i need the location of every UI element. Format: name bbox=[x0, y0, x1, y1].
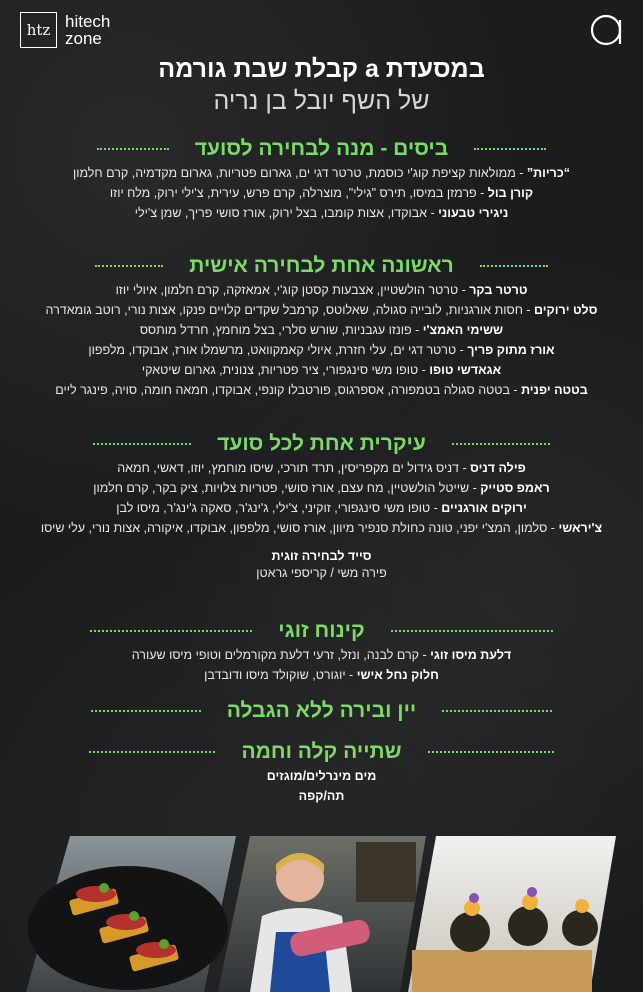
menu-item: ששימי האמצ'י - פונזו עגבניות, שורש סלרי, בצל מוחמץ, חרדל מותסס bbox=[139, 323, 504, 337]
menu-item: ירוקים אורגניים - טופו משי סינגפורי, זוקיני, צ'ילי, ג'ינג'ר, סאקה ג'ינג'ר, מיסו לבן bbox=[116, 501, 527, 515]
menu-item: פילה דניס - דניס גידול ים מקפריסין, תרד תורכי, שיסו מוחמץ, יוזו, דאשי, חמאה bbox=[117, 461, 526, 475]
section-drinks bbox=[0, 738, 643, 806]
side-text: פירה משי / קריספי גראטן bbox=[256, 566, 387, 580]
menu-item: אורז מתוק פריך - טרטר דגי ים, עלי חזרת, איולי קאמקוואט, מרשמלו אורז, אבוקדו, מלפפון bbox=[88, 343, 555, 357]
section-title: עיקרית אחת לכל סועד bbox=[217, 432, 426, 455]
section-wine bbox=[0, 697, 643, 725]
dotted-divider bbox=[93, 443, 191, 445]
page-subtitle: של השף יובל בן נריה bbox=[213, 87, 430, 115]
dotted-divider bbox=[428, 751, 554, 753]
dish-photo-3 bbox=[408, 836, 616, 992]
side-title: סייד לבחירה זוגית bbox=[271, 549, 372, 563]
section-bites bbox=[0, 135, 643, 223]
menu-item: טרטר בקר - טרטר הולשטיין, אצבעות קסטן קוג'י, אמאזקה, קרם חלמון, איולי יוזו bbox=[115, 283, 528, 297]
menu-item: ראמפ סטייק - שייטל הולשטיין, מח עצם, אורז סושי, פטריות צלויות, ציק בקר, קרם חלמון bbox=[93, 481, 550, 495]
section-title: שתייה קלה וחמה bbox=[241, 740, 402, 763]
menu-item: אגאדשי טופו - טופו משי סינגפורי, ציר פטריות, צנונית, גארום שיטאקי bbox=[141, 363, 502, 377]
section-title: יין ובירה ללא הגבלה bbox=[226, 699, 417, 722]
section-starters bbox=[0, 252, 643, 400]
menu-item: “כריות” - ממולאות קציפת קוג'י כוסמת, טרטר דגי ים, גארום פטריות, גארום מקדמיה, קרם חלמון bbox=[72, 166, 571, 180]
chef-photo bbox=[218, 836, 426, 992]
page-title: במסעדת a קבלת שבת גורמה bbox=[158, 55, 485, 83]
dotted-divider bbox=[90, 630, 252, 632]
dotted-divider bbox=[474, 148, 546, 150]
page-header bbox=[0, 54, 643, 116]
section-title: ביסים - מנה לבחירה לסועד bbox=[194, 137, 449, 160]
dotted-divider bbox=[97, 148, 169, 150]
a-restaurant-logo-icon bbox=[590, 12, 624, 46]
menu-item: קורן בול - פרמזן במיסו, תירס "גילי", מוצרלה, קרם פרש, עירית, צ'ילי ירוק, מלח יוזו bbox=[109, 186, 534, 200]
menu-item: ניגירי טבעוני - אבוקדו, אצות קומבו, בצל ירוק, אורז סושי פריך, שמן צ'ילי bbox=[134, 206, 509, 220]
section-mains bbox=[0, 430, 643, 582]
hitechzone-logo bbox=[20, 12, 110, 48]
htz-mark: htz bbox=[20, 12, 57, 48]
dotted-divider bbox=[480, 265, 548, 267]
dotted-divider bbox=[391, 630, 553, 632]
section-dessert bbox=[0, 617, 643, 685]
section-title: ראשונה אחת לבחירה אישית bbox=[189, 254, 454, 277]
dotted-divider bbox=[452, 443, 550, 445]
drink-line: מים מינרלים/מוגזים bbox=[266, 769, 377, 783]
food-photos-strip bbox=[0, 832, 643, 992]
dotted-divider bbox=[91, 710, 201, 712]
section-title: קינוח זוגי bbox=[278, 619, 365, 642]
menu-item: חלוק נחל אישי - יוגורט, שוקולד מיסו ודובדבן bbox=[204, 668, 439, 682]
menu-item: דלעת מיסו זוגי - קרם לבנה, ונזל, זרעי דלעת מקורמלים וטופי מיסו שעורה bbox=[131, 648, 512, 662]
menu-item: סלט ירוקים - חסות אורגניות, לובייה סגולה, שאלוטס, קרמבל שקדים קלויים פנקו, אצות נורי, רוטב גומאדרה bbox=[45, 303, 598, 317]
dotted-divider bbox=[442, 710, 552, 712]
dotted-divider bbox=[89, 751, 215, 753]
dish-photo-1 bbox=[26, 836, 236, 992]
drink-line: תה/קפה bbox=[298, 789, 345, 803]
dotted-divider bbox=[95, 265, 163, 267]
menu-item: בטטה יפנית - בטטה סגולה בטמפורה, אספרגוס, פורטבלו קונפי, אבוקדו, חמאה חומה, סויה, פינגר ליים bbox=[55, 383, 588, 397]
menu-item: צ'יראשי - סלמון, המצ'י יפני, טונה כחולת סנפיר מיוון, אורז סושי, מלפפון, אבוקדו, איקורה, אצות נורי, עלי שיסו bbox=[40, 521, 603, 535]
logo-wordmark: hitech zone bbox=[65, 12, 111, 48]
